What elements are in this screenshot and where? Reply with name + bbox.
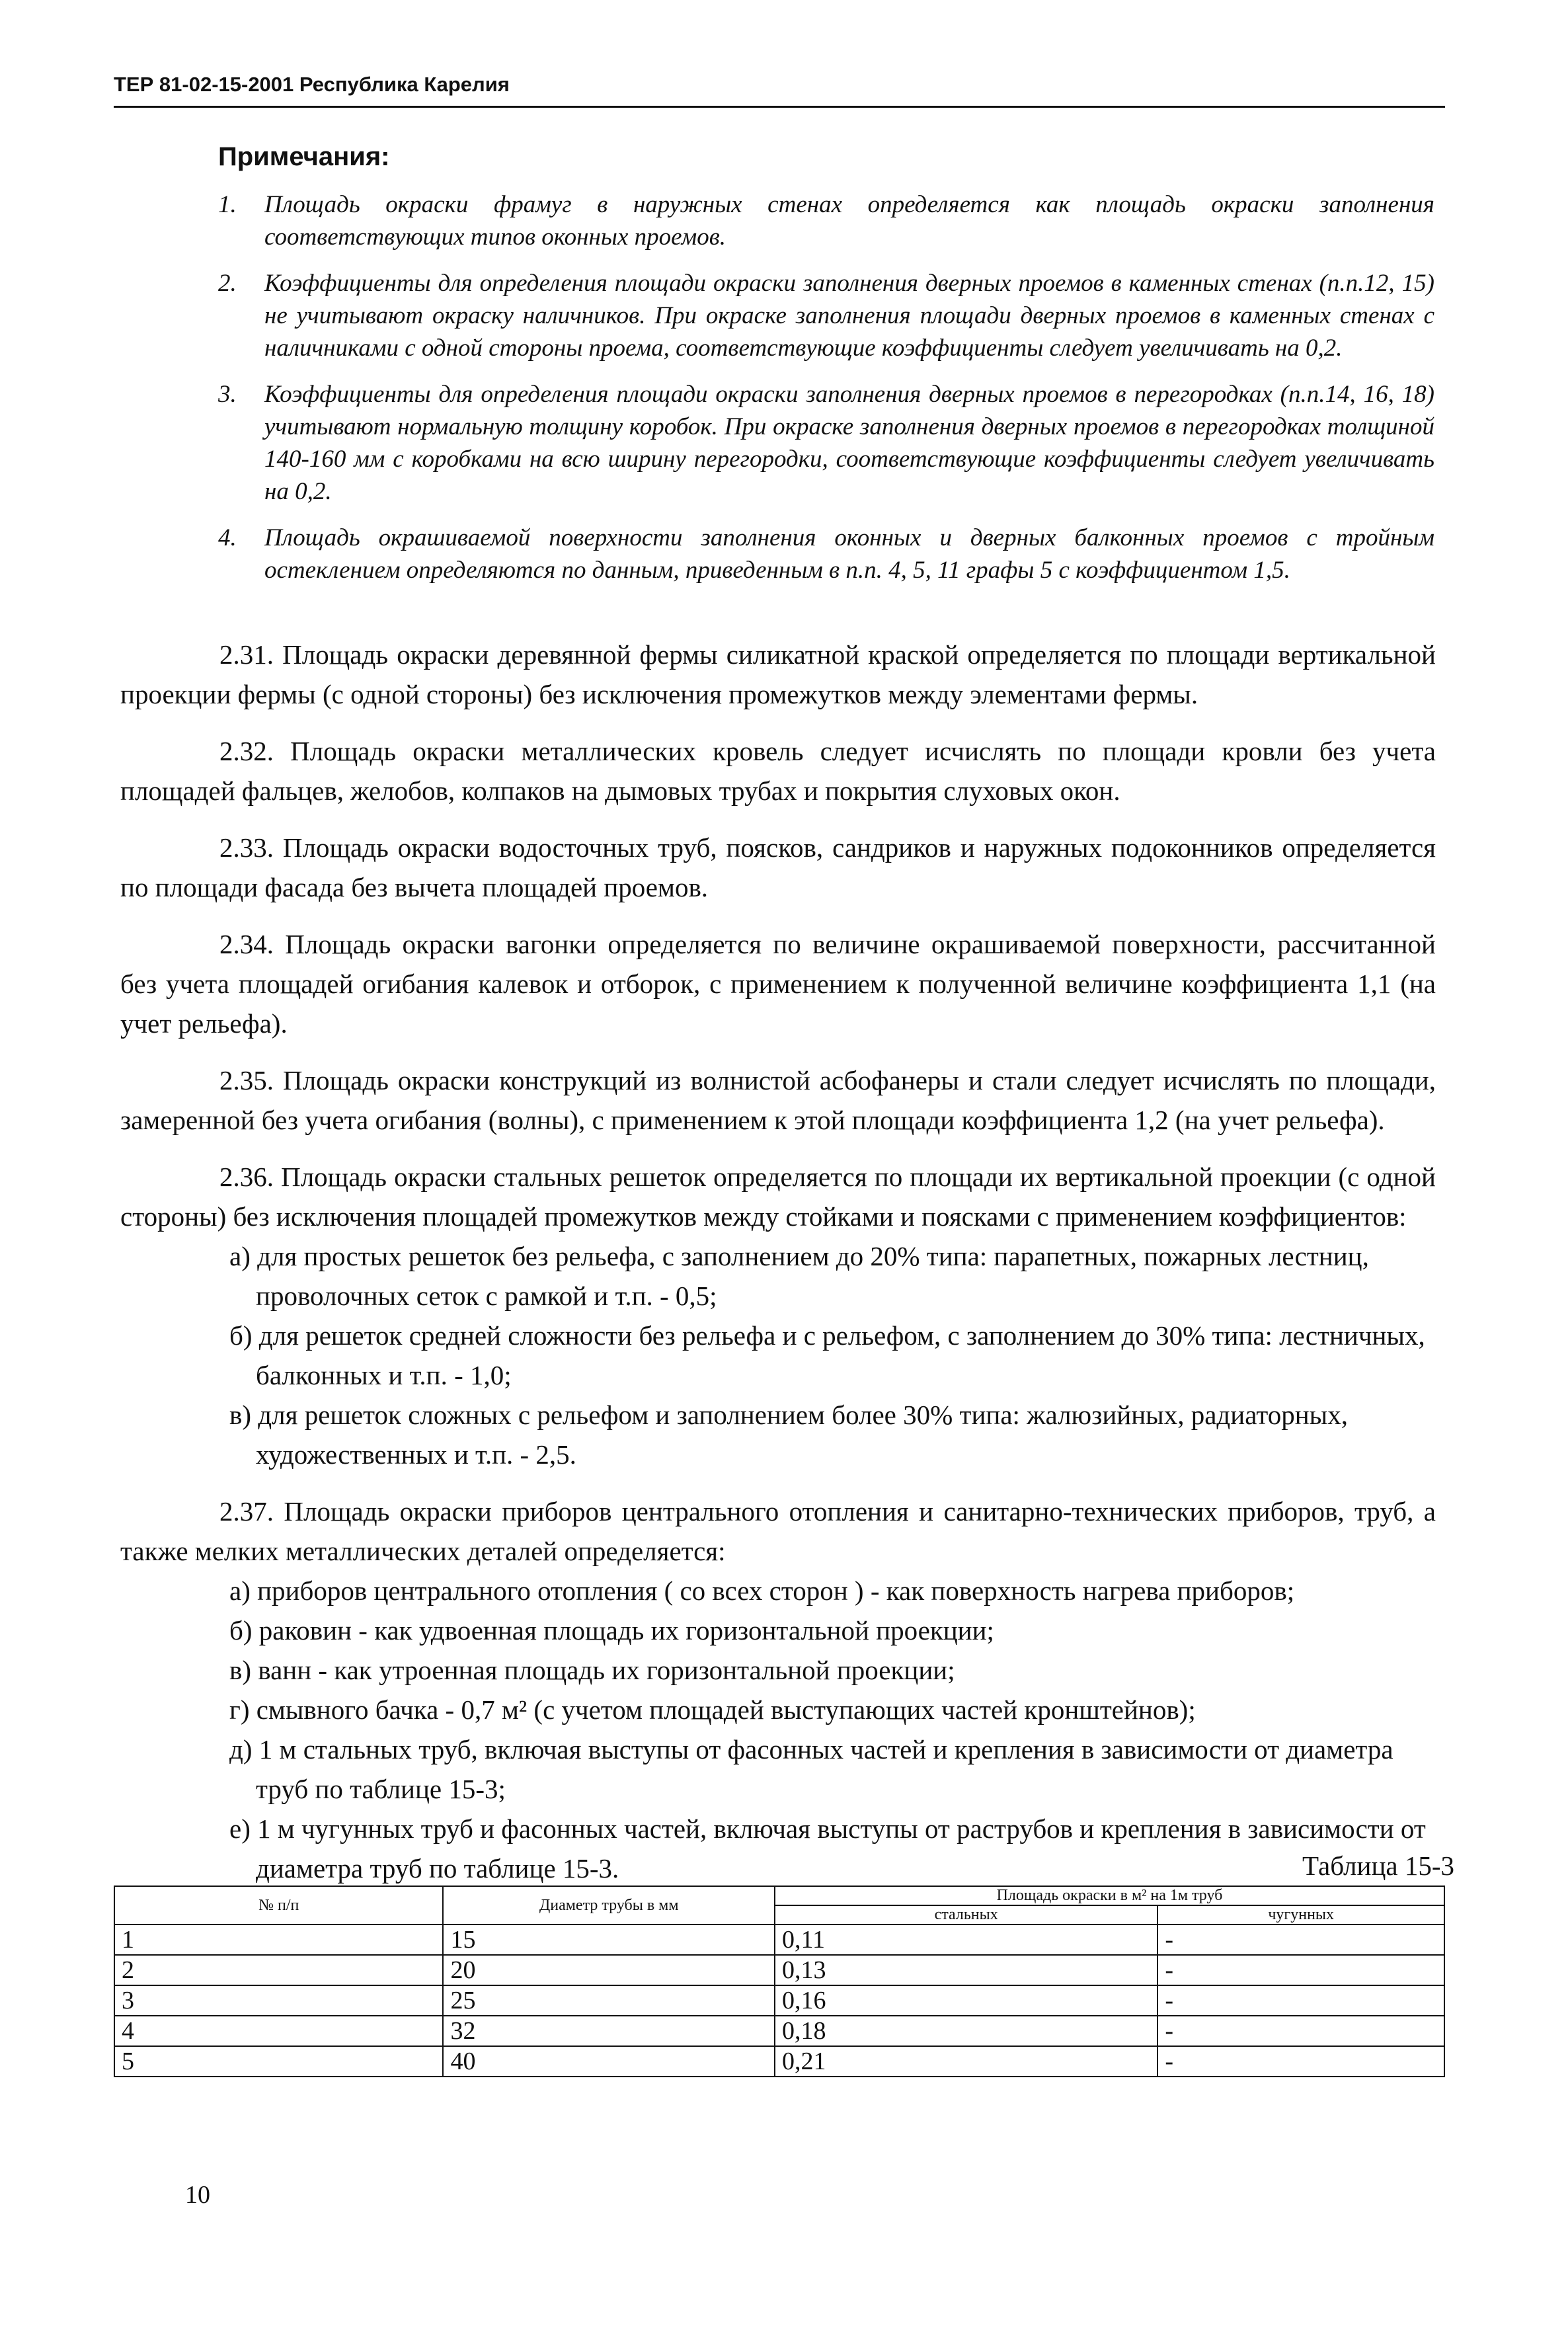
cell-cast-iron: - bbox=[1157, 1925, 1444, 1955]
paragraph-2-36: 2.36. Площадь окраски стальных решеток определяется по площади их вертикальной проекции (с одной стороны) без исключения площадей промежутков между стойками и поясками с применением коэффициентов: bbox=[120, 1162, 1436, 1232]
paragraph-2-34: 2.34. Площадь окраски вагонки определяется по величине окрашиваемой поверхности, рассчитанной без учета площадей огибания калевок и отборок, с применением к полученной величине коэффициента 1,1 (на учет рельефа). bbox=[120, 929, 1436, 1039]
pipe-paint-table bbox=[114, 1886, 1445, 2077]
note-text: Коэффициенты для определения площади окраски заполнения дверных проемов в каменных стенах (п.п.12, 15) не учитывают окраску наличников. При окраске заполнения площади дверных проемов в каменных стенах с наличниками с одной стороны проема, соответствующие коэффициенты следует увеличивать на 0,2. bbox=[264, 270, 1434, 362]
header-rule bbox=[114, 106, 1445, 108]
note-number: 3. bbox=[218, 381, 237, 408]
note-item bbox=[218, 188, 1434, 253]
table-row bbox=[114, 1955, 1444, 1985]
cell-diameter: 15 bbox=[443, 1925, 775, 1955]
header-num: № п/п bbox=[114, 1886, 443, 1925]
list-2-36 bbox=[120, 1236, 1436, 1474]
note-number: 4. bbox=[218, 524, 237, 551]
header-cast-iron: чугунных bbox=[1157, 1905, 1444, 1925]
note-item bbox=[218, 378, 1434, 508]
cell-diameter: 25 bbox=[443, 1985, 775, 2016]
list-2-37 bbox=[120, 1571, 1436, 1888]
cell-diameter: 20 bbox=[443, 1955, 775, 1985]
notes-heading: Примечания: bbox=[218, 142, 390, 171]
note-number: 2. bbox=[218, 270, 237, 297]
cell-steel: 0,11 bbox=[775, 1925, 1157, 1955]
note-item bbox=[218, 522, 1434, 586]
cell-cast-iron: - bbox=[1157, 2046, 1444, 2077]
document-header: ТЕР 81-02-15-2001 Республика Карелия bbox=[114, 73, 510, 96]
list-item: е) 1 м чугунных труб и фасонных частей, включая выступы от раструбов и крепления в зависимости от диаметра труб по таблице 15-3. bbox=[229, 1813, 1426, 1884]
cell-num: 3 bbox=[114, 1985, 443, 2016]
cell-cast-iron: - bbox=[1157, 1985, 1444, 2016]
cell-steel: 0,21 bbox=[775, 2046, 1157, 2077]
page-number: 10 bbox=[185, 2181, 210, 2209]
cell-steel: 0,13 bbox=[775, 1955, 1157, 1985]
header-steel: стальных bbox=[775, 1905, 1157, 1925]
list-item: б) раковин - как удвоенная площадь их горизонтальной проекции; bbox=[229, 1615, 994, 1646]
document-body bbox=[120, 635, 1436, 1905]
paragraph-2-33: 2.33. Площадь окраски водосточных труб, поясков, сандриков и наружных подоконников определяется по площади фасада без вычета площадей проемов. bbox=[120, 832, 1436, 902]
cell-steel: 0,16 bbox=[775, 1985, 1157, 2016]
cell-cast-iron: - bbox=[1157, 2016, 1444, 2046]
note-text: Площадь окраски фрамуг в наружных стенах определяется как площадь окраски заполнения соответствующих типов оконных проемов. bbox=[264, 191, 1434, 251]
cell-diameter: 32 bbox=[443, 2016, 775, 2046]
cell-num: 5 bbox=[114, 2046, 443, 2077]
cell-num: 1 bbox=[114, 1925, 443, 1955]
cell-steel: 0,18 bbox=[775, 2016, 1157, 2046]
paragraph-2-31: 2.31. Площадь окраски деревянной фермы силикатной краской определяется по площади вертикальной проекции фермы (с одной стороны) без исключения промежутков между элементами фермы. bbox=[120, 639, 1436, 709]
cell-num: 2 bbox=[114, 1955, 443, 1985]
cell-num: 4 bbox=[114, 2016, 443, 2046]
paragraph-2-37: 2.37. Площадь окраски приборов центрального отопления и санитарно-технических приборов, труб, а также мелких металлических деталей определяется: bbox=[120, 1496, 1436, 1566]
table-row bbox=[114, 2046, 1444, 2077]
note-text: Площадь окрашиваемой поверхности заполнения оконных и дверных балконных проемов с тройным остеклением определяются по данным, приведенным в п.п. 4, 5, 11 графы 5 с коэффициентом 1,5. bbox=[264, 524, 1434, 584]
cell-diameter: 40 bbox=[443, 2046, 775, 2077]
note-text: Коэффициенты для определения площади окраски заполнения дверных проемов в перегородках (п.п.14, 16, 18) учитывают нормальную толщину коробок. При окраске заполнения дверных проемов в перегородках толщиной 140-160 мм с коробками на всю ширину перегородки, соответствующие коэффициенты следует увеличивать на 0,2. bbox=[264, 381, 1434, 505]
list-item: г) смывного бачка - 0,7 м² (с учетом площадей выступающих частей кронштейнов); bbox=[229, 1694, 1196, 1725]
table-row bbox=[114, 1925, 1444, 1955]
notes-list bbox=[218, 188, 1434, 600]
paragraph-2-32: 2.32. Площадь окраски металлических кровель следует исчислять по площади кровли без учета площадей фальцев, желобов, колпаков на дымовых трубах и покрытия слуховых окон. bbox=[120, 736, 1436, 806]
cell-cast-iron: - bbox=[1157, 1955, 1444, 1985]
table-row bbox=[114, 2016, 1444, 2046]
list-item: а) для простых решеток без рельефа, с заполнением до 20% типа: парапетных, пожарных лестниц, проволочных сеток с рамкой и т.п. - 0,5; bbox=[229, 1241, 1369, 1311]
list-item: б) для решеток средней сложности без рельефа и с рельефом, с заполнением до 30% типа: лестничных, балконных и т.п. - 1,0; bbox=[229, 1320, 1425, 1390]
list-item: в) для решеток сложных с рельефом и заполнением более 30% типа: жалюзийных, радиаторных, художественных и т.п. - 2,5. bbox=[229, 1400, 1348, 1470]
note-number: 1. bbox=[218, 191, 237, 218]
header-diameter: Диаметр трубы в мм bbox=[443, 1886, 775, 1925]
list-item: д) 1 м стальных труб, включая выступы от фасонных частей и крепления в зависимости от диаметра труб по таблице 15-3; bbox=[229, 1734, 1393, 1804]
table-row bbox=[114, 1985, 1444, 2016]
header-area: Площадь окраски в м² на 1м труб bbox=[775, 1886, 1444, 1905]
list-item: а) приборов центрального отопления ( со всех сторон ) - как поверхность нагрева приборов; bbox=[229, 1575, 1295, 1606]
note-item bbox=[218, 267, 1434, 364]
paragraph-2-35: 2.35. Площадь окраски конструкций из волнистой асбофанеры и стали следует исчислять по площади, замеренной без учета огибания (волны), с применением к этой площади коэффициента 1,2 (на учет рельефа). bbox=[120, 1065, 1436, 1135]
table-caption: Таблица 15-3 bbox=[1302, 1850, 1454, 1881]
list-item: в) ванн - как утроенная площадь их горизонтальной проекции; bbox=[229, 1655, 955, 1685]
